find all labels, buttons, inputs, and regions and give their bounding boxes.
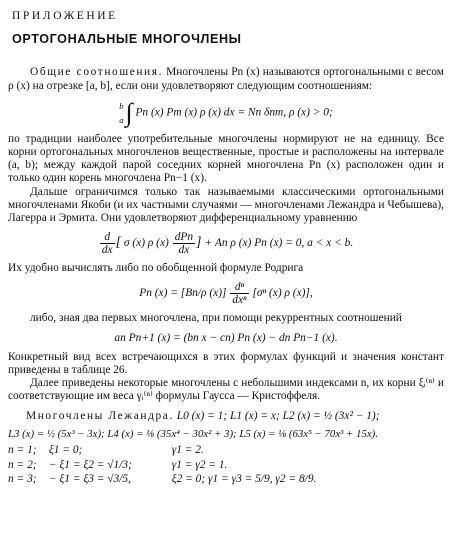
paragraph-roots: по традиции наиболее употребительные многочлены нормируют не на единицу. Все корни ортогональных многочленов вещественные, простые и расположены на интервале (a, b); между каждой парой соседних корней многочлена Pn (x) расположен один и только один корень многочлена Pn−1 (x). xyxy=(8,132,444,185)
formula-right: [σⁿ (x) ρ (x)], xyxy=(252,287,313,300)
integral-sign: ∫ xyxy=(125,97,133,127)
legendre-lead: Многочлены Лежандра. xyxy=(26,409,174,422)
case-row xyxy=(8,443,444,458)
formula-recurrence: an Pn+1 (x) = (bn x − cn) Pn (x) − dn Pn−1 (x). xyxy=(114,331,338,344)
formula-inner: σ (x) ρ (x) xyxy=(123,237,169,250)
integral-upper-limit: b xyxy=(119,100,124,111)
formula-rodrigues xyxy=(8,281,444,306)
case-row xyxy=(8,472,444,487)
section-title: ПРИЛОЖЕНИЕ xyxy=(12,10,118,22)
paragraph-text: Многочлены Pn (x) называются ортогональными с весом ρ (x) на отрезке [a, b], если они удовлетворяют следующим соотношениям: xyxy=(8,66,444,92)
case-gamma: γ1 = γ2 = 1. xyxy=(171,458,228,471)
fraction-dpn-dx xyxy=(173,231,195,256)
legendre-cases xyxy=(8,443,444,487)
case-xi: ξ1 = 0; xyxy=(48,444,83,457)
case-n: n = 3; xyxy=(8,473,37,486)
case-xi: − ξ1 = ξ2 = √1/3; xyxy=(48,458,132,471)
case-xi: − ξ1 = ξ3 = √3/5, xyxy=(48,473,131,486)
case-row xyxy=(8,458,444,473)
paragraph-gauss: Далее приведены некоторые многочлены с небольшими индексами n, их корни ξᵢ⁽ⁿ⁾ и соответствующие им веса γᵢ⁽ⁿ⁾ формулы Гаусса — Кристоффеля. xyxy=(8,377,444,403)
fraction-denominator: dx xyxy=(178,244,190,257)
case-n: n = 2; xyxy=(8,458,37,471)
integral-lower-limit: a xyxy=(119,114,124,125)
paragraph-general xyxy=(8,66,444,92)
fraction-denominator: dxⁿ xyxy=(232,294,247,307)
formula-left: Pn (x) = [Bn/ρ (x)] xyxy=(139,287,227,300)
main-title: ОРТОГОНАЛЬНЫЕ МНОГОЧЛЕНЫ xyxy=(12,32,242,47)
fraction-numerator: dⁿ xyxy=(230,281,248,294)
legendre-formulas-1: L0 (x) = 1; L1 (x) = x; L2 (x) = ½ (3x² − 1); xyxy=(176,409,380,422)
bracket-close: ] xyxy=(196,235,202,251)
legendre-block xyxy=(8,410,444,441)
integral-limits xyxy=(119,99,123,127)
case-n: n = 1; xyxy=(8,444,37,457)
legendre-line-1 xyxy=(8,410,444,423)
paragraph-rodrigues: Их удобно вычислять либо по обобщенной формуле Родрига xyxy=(8,262,304,275)
fraction-denominator: dx xyxy=(101,244,113,257)
paragraph-lead: Общие соотношения. xyxy=(30,66,164,79)
formula-rest: + An ρ (x) Pn (x) = 0, a < x < b. xyxy=(204,237,354,250)
fraction-dn-dxn xyxy=(230,281,248,306)
bracket-open: [ xyxy=(115,235,122,251)
legendre-formulas-2: L3 (x) = ½ (5x³ − 3x); L4 (x) = ⅛ (35x⁴ − 30x² + 3); L5 (x) = ⅛ (63x⁵ − 70x³ + 15x). xyxy=(8,427,378,440)
formula-differential-equation xyxy=(8,231,444,256)
paragraph-table-ref: Конкретный вид всех встречающихся в этих формулах функций и значения констант приведены в таблице 26. xyxy=(8,350,444,377)
case-gamma: ξ2 = 0; γ1 = γ3 = 5/9, γ2 = 8/9. xyxy=(171,473,317,486)
case-gamma: γ1 = 2. xyxy=(171,444,204,457)
fraction-numerator: d xyxy=(100,231,115,244)
formula-body: Pn (x) Pm (x) ρ (x) dx = Nn δnm, ρ (x) > 0; xyxy=(135,106,333,119)
fraction-numerator: dPn xyxy=(174,231,194,244)
fraction-d-dx xyxy=(100,231,115,256)
formula-orthogonality xyxy=(8,99,444,127)
paragraph-recurrence: либо, зная два первых многочлена, при помощи рекуррентных соотношений xyxy=(30,312,402,325)
paragraph-classical: Дальше ограничимся только так называемыми классическими ортогональными многочленами Якоби (и их частными случаями — многочленами Лежандра и Чебышева), Лагерра и Эрмита. Они удовлетворяют дифференциальному уравнению xyxy=(8,185,444,225)
